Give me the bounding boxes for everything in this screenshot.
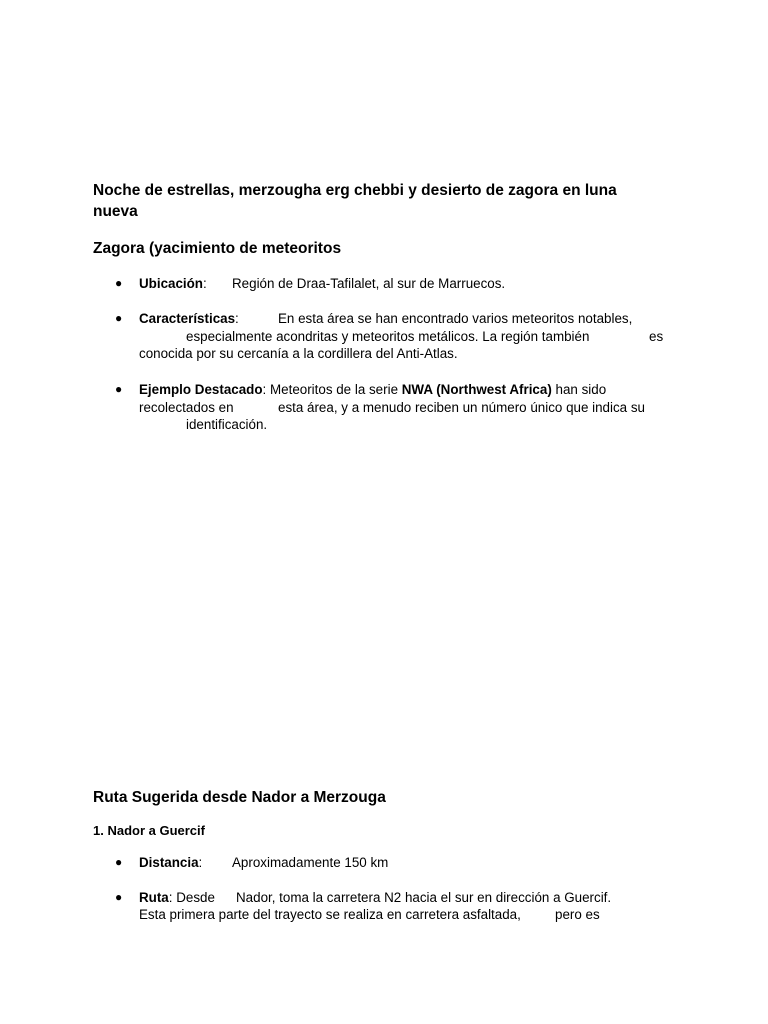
list-item-distancia-label: Distancia: bbox=[139, 855, 203, 870]
list-item-caracteristicas-line-3: conocida por su cercanía a la cordillera del Anti-Atlas. bbox=[139, 346, 458, 361]
list-item-ejemplo-line-2a: recolectados en bbox=[139, 400, 234, 415]
list-item-ejemplo-line-2b: esta área, y a menudo reciben un número único que indica su bbox=[278, 400, 645, 415]
section-heading-ruta: Ruta Sugerida desde Nador a Merzouga bbox=[93, 789, 386, 806]
list-item-caracteristicas-line-2-end: es bbox=[649, 329, 664, 344]
section-heading-zagora: Zagora (yacimiento de meteoritos bbox=[93, 240, 342, 257]
document-title-line-1: Noche de estrellas, merzougha erg chebbi y desierto de zagora en luna bbox=[93, 182, 617, 199]
list-item-caracteristicas-label: Características: bbox=[139, 311, 239, 326]
list-item-caracteristicas-line-2: especialmente acondritas y meteoritos metálicos. La región también bbox=[186, 329, 590, 344]
list-item-caracteristicas-line-1: En esta área se han encontrado varios meteoritos notables, bbox=[278, 311, 633, 326]
bullet-icon: ● bbox=[115, 890, 123, 904]
bullet-icon: ● bbox=[115, 382, 123, 396]
document-title-line-2: nueva bbox=[93, 203, 138, 220]
subheading-nador-guercif: 1. Nador a Guercif bbox=[93, 823, 205, 838]
list-item-ruta-line-2: Esta primera parte del trayecto se realiza en carretera asfaltada, bbox=[139, 907, 521, 922]
bullet-icon: ● bbox=[115, 855, 123, 869]
bullet-icon: ● bbox=[115, 311, 123, 325]
list-item-ruta-line-1: Nador, toma la carretera N2 hacia el sur en dirección a Guercif. bbox=[236, 890, 612, 905]
list-item-ruta-line-2-end: pero es bbox=[555, 907, 600, 922]
list-item-distancia-value: Aproximadamente 150 km bbox=[232, 855, 389, 870]
bullet-icon: ● bbox=[115, 276, 123, 290]
list-item-ubicacion-label: Ubicación: bbox=[139, 276, 207, 291]
list-item-ruta-label: Ruta: Desde bbox=[139, 890, 215, 905]
list-item-ejemplo-line-1: Ejemplo Destacado: Meteoritos de la serie NWA (Northwest Africa) han sido bbox=[139, 382, 607, 397]
list-item-ejemplo-line-3: identificación. bbox=[186, 417, 268, 432]
list-item-ubicacion-value: Región de Draa-Tafilalet, al sur de Marruecos. bbox=[232, 276, 506, 291]
